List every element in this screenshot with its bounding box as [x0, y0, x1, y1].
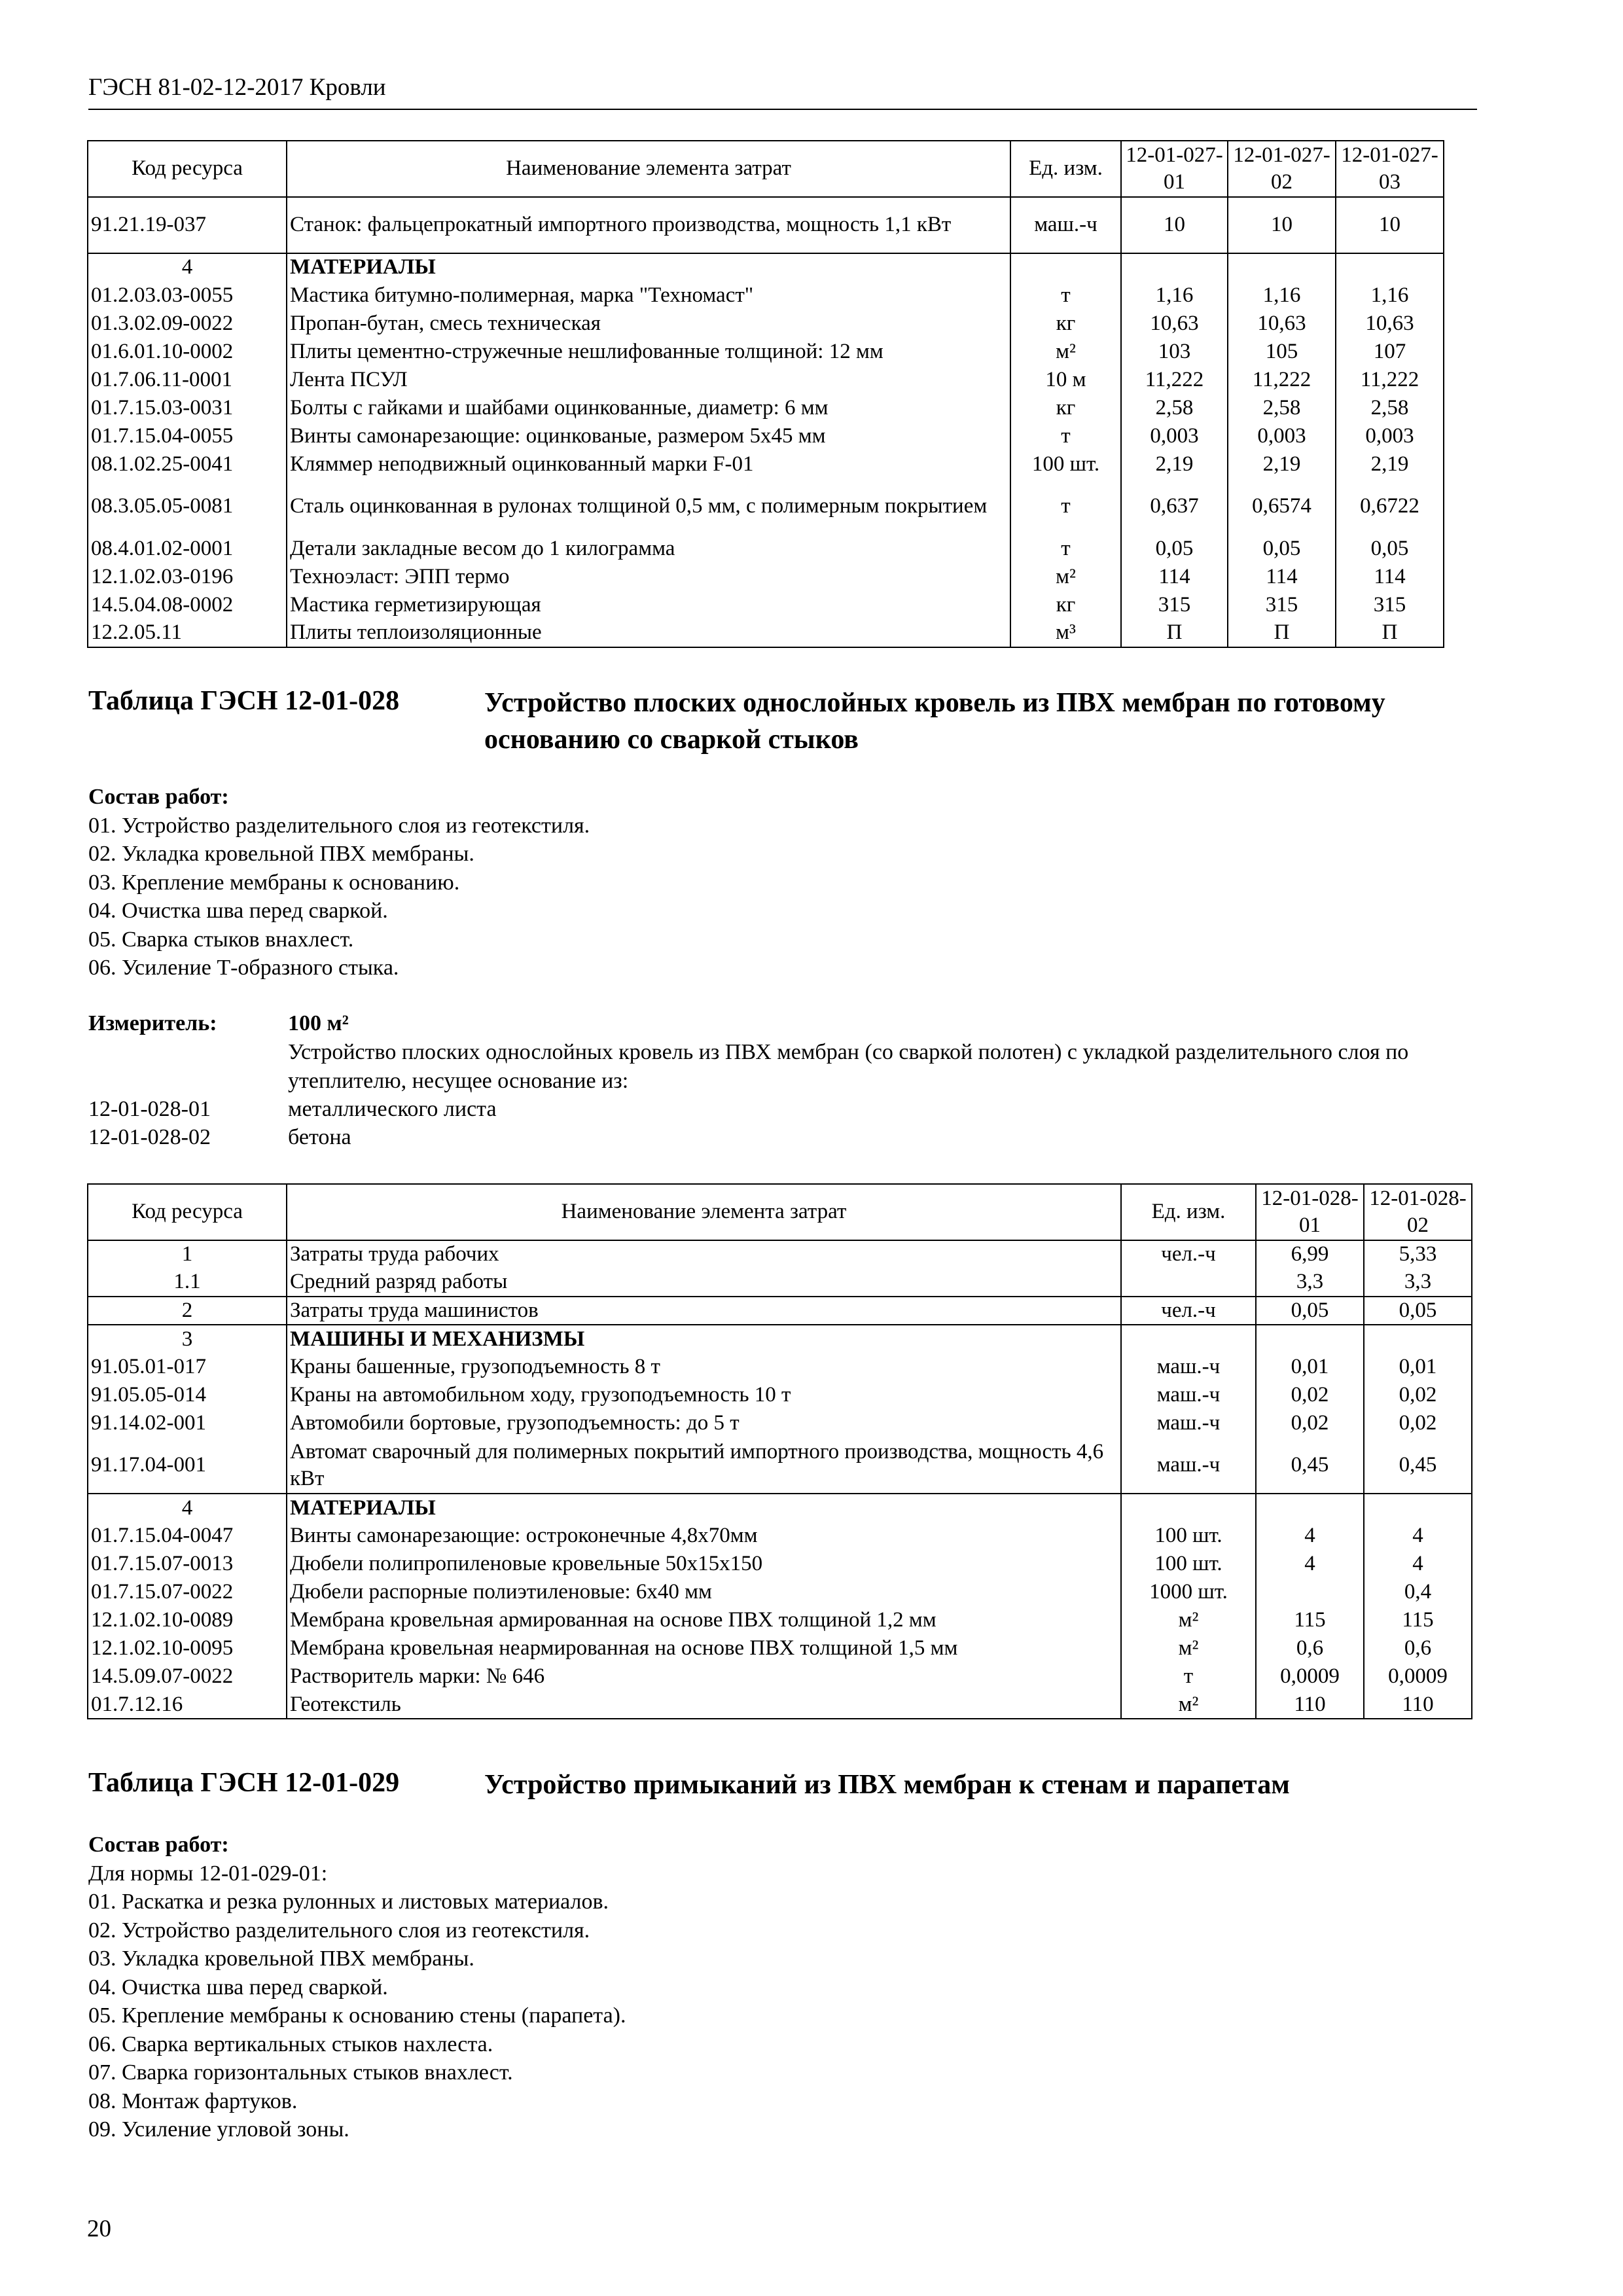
cell-name: Краны на автомобильном ходу, грузоподъемность 10 т — [287, 1381, 1121, 1409]
cell-value: 110 — [1256, 1691, 1364, 1719]
cell-value: П — [1336, 619, 1444, 647]
cell-unit: 100 шт. — [1121, 1522, 1256, 1550]
table-label-028: Таблица ГЭСН 12-01-028 — [88, 686, 400, 716]
table-label-029: Таблица ГЭСН 12-01-029 — [88, 1768, 400, 1798]
table-title-028: Устройство плоских однослойных кровель из ПВХ мембран по готовому основанию со сваркой стыков — [484, 688, 1385, 755]
cell-value: 10 — [1228, 197, 1336, 253]
table-row — [88, 1662, 1472, 1691]
table-row — [88, 450, 1444, 478]
cell-value: 2,19 — [1228, 450, 1336, 478]
cell-name: Автомобили бортовые, грузоподъемность: до 5 т — [287, 1409, 1121, 1437]
table-row — [88, 619, 1444, 647]
cell-value: 103 — [1121, 338, 1228, 366]
col-header-code: Код ресурса — [88, 141, 287, 197]
table-body — [88, 197, 1444, 647]
cell-code: 01.7.15.07-0013 — [88, 1550, 287, 1578]
cell-value: 0,0009 — [1256, 1662, 1364, 1691]
cell-code: 12.1.02.10-0089 — [88, 1606, 287, 1634]
table-row — [88, 310, 1444, 338]
cell-value: 0,45 — [1256, 1437, 1364, 1494]
table-row — [88, 1268, 1472, 1297]
cell-value: 2,58 — [1121, 394, 1228, 422]
col-header-name: Наименование элемента затрат — [287, 141, 1010, 197]
cell-value: 0,02 — [1256, 1409, 1364, 1437]
list-item: 08. Монтаж фартуков. — [88, 2089, 298, 2113]
cell-code: 08.3.05.05-0081 — [88, 478, 287, 535]
cell-code: 01.6.01.10-0002 — [88, 338, 287, 366]
cell-value: 4 — [1256, 1522, 1364, 1550]
cell-value — [1364, 1325, 1472, 1353]
cell-value: 0,05 — [1364, 1297, 1472, 1325]
cell-unit: т — [1010, 422, 1121, 450]
cell-code: 91.21.19-037 — [88, 197, 287, 253]
cell-value: 10 — [1121, 197, 1228, 253]
cell-value: 0,6 — [1256, 1634, 1364, 1662]
cell-name: Техноэласт: ЭПП термо — [287, 563, 1010, 591]
cell-name: Мастика герметизирующая — [287, 591, 1010, 619]
cell-value — [1256, 1494, 1364, 1522]
cell-name: Пропан-бутан, смесь техническая — [287, 310, 1010, 338]
cell-unit: м² — [1121, 1606, 1256, 1634]
list-item: 01. Раскатка и резка рулонных и листовых материалов. — [88, 1890, 609, 1914]
table-row — [88, 1297, 1472, 1325]
cell-code: 1 — [88, 1240, 287, 1268]
cell-value: 115 — [1256, 1606, 1364, 1634]
cell-value: 110 — [1364, 1691, 1472, 1719]
cell-name: МАТЕРИАЛЫ — [287, 253, 1010, 281]
cell-value: 0,4 — [1364, 1578, 1472, 1606]
cell-name: Мембрана кровельная неармированная на основе ПВХ толщиной 1,5 мм — [287, 1634, 1121, 1662]
cell-code: 91.14.02-001 — [88, 1409, 287, 1437]
col-header-code: Код ресурса — [88, 1184, 287, 1240]
cell-code: 08.4.01.02-0001 — [88, 535, 287, 563]
cell-value: 10 — [1336, 197, 1444, 253]
table-row — [88, 281, 1444, 310]
cell-value: 0,01 — [1364, 1353, 1472, 1381]
table-row — [88, 338, 1444, 366]
table-row — [88, 1522, 1472, 1550]
cell-value: 0,45 — [1364, 1437, 1472, 1494]
cell-code: 01.7.15.03-0031 — [88, 394, 287, 422]
table-row — [88, 535, 1444, 563]
cell-value: 1,16 — [1228, 281, 1336, 310]
cell-value: 11,222 — [1121, 366, 1228, 394]
cell-value: 0,637 — [1121, 478, 1228, 535]
table-body — [88, 1240, 1472, 1719]
cell-value: П — [1121, 619, 1228, 647]
table-row — [88, 1691, 1472, 1719]
cell-value: 2,58 — [1228, 394, 1336, 422]
table-row — [88, 394, 1444, 422]
cell-value: 0,6 — [1364, 1634, 1472, 1662]
cell-value: 107 — [1336, 338, 1444, 366]
cell-value: 105 — [1228, 338, 1336, 366]
cell-value: 10,63 — [1121, 310, 1228, 338]
variant-text: бетона — [288, 1125, 351, 1149]
cell-value: 3,3 — [1364, 1268, 1472, 1297]
cell-unit: 10 м — [1010, 366, 1121, 394]
cell-value: 2,58 — [1336, 394, 1444, 422]
col-header-unit: Ед. изм. — [1010, 141, 1121, 197]
table-row — [88, 366, 1444, 394]
cell-value: 0,05 — [1336, 535, 1444, 563]
cell-value: 0,02 — [1256, 1381, 1364, 1409]
cell-value: 0,01 — [1256, 1353, 1364, 1381]
cell-name: Лента ПСУЛ — [287, 366, 1010, 394]
cell-unit: т — [1010, 478, 1121, 535]
table-header-row — [88, 141, 1444, 197]
cell-code: 12.1.02.03-0196 — [88, 563, 287, 591]
cell-unit — [1121, 1494, 1256, 1522]
col-header-norm: 12-01-028-01 — [1256, 1184, 1364, 1240]
cell-value: 0,05 — [1228, 535, 1336, 563]
list-item: 09. Усиление угловой зоны. — [88, 2117, 349, 2142]
table-row — [88, 563, 1444, 591]
cell-value: 0,003 — [1336, 422, 1444, 450]
cell-code: 91.05.01-017 — [88, 1353, 287, 1381]
cell-value: 0,02 — [1364, 1409, 1472, 1437]
meter-value: 100 м² — [288, 1011, 349, 1035]
list-item: 02. Укладка кровельной ПВХ мембраны. — [88, 842, 474, 866]
cell-code: 91.17.04-001 — [88, 1437, 287, 1494]
cell-name: Автомат сварочный для полимерных покрытий импортного производства, мощность 4,6 кВт — [287, 1437, 1121, 1494]
table-row — [88, 253, 1444, 281]
cell-value: П — [1228, 619, 1336, 647]
list-item: 05. Сварка стыков внахлест. — [88, 927, 354, 952]
meter-description: Устройство плоских однослойных кровель из ПВХ мембран (со сваркой полотен) с укладкой разделительного слоя по утеплителю, несущее основание из: — [288, 1040, 1409, 1093]
variant-text: металлического листа — [288, 1097, 497, 1121]
cell-name: Мембрана кровельная армированная на основе ПВХ толщиной 1,2 мм — [287, 1606, 1121, 1634]
cell-code: 01.3.02.09-0022 — [88, 310, 287, 338]
cell-name: Затраты труда машинистов — [287, 1297, 1121, 1325]
cell-value: 5,33 — [1364, 1240, 1472, 1268]
list-item: 05. Крепление мембраны к основанию стены (парапета). — [88, 2003, 626, 2028]
cell-unit: м² — [1121, 1634, 1256, 1662]
cell-code: 01.7.12.16 — [88, 1691, 287, 1719]
cell-unit: м² — [1010, 338, 1121, 366]
page-number: 20 — [87, 2215, 111, 2242]
works-composition-028 — [88, 783, 590, 982]
works-heading: Состав работ: — [88, 1833, 229, 1857]
list-item: 04. Очистка шва перед сваркой. — [88, 1975, 388, 2000]
cell-value: 10,63 — [1336, 310, 1444, 338]
list-item: 04. Очистка шва перед сваркой. — [88, 899, 388, 923]
cell-name: Винты самонарезающие: оцинкованые, размером 5х45 мм — [287, 422, 1010, 450]
cell-value: 2,19 — [1336, 450, 1444, 478]
cell-name: Винты самонарезающие: остроконечные 4,8х70мм — [287, 1522, 1121, 1550]
cell-unit: 100 шт. — [1010, 450, 1121, 478]
cell-unit: чел.-ч — [1121, 1297, 1256, 1325]
cell-code: 4 — [88, 253, 287, 281]
cell-value — [1256, 1325, 1364, 1353]
cell-value: 315 — [1228, 591, 1336, 619]
cell-value: 0,02 — [1364, 1381, 1472, 1409]
cell-value: 1,16 — [1336, 281, 1444, 310]
table-title-029: Устройство примыканий из ПВХ мембран к стенам и парапетам — [484, 1770, 1290, 1800]
running-header: ГЭСН 81-02-12-2017 Кровли — [88, 74, 386, 101]
cell-code: 12.2.05.11 — [88, 619, 287, 647]
works-intro: Для нормы 12-01-029-01: — [88, 1861, 328, 1886]
cell-value: 0,05 — [1256, 1297, 1364, 1325]
table-row — [88, 1240, 1472, 1268]
cell-unit: т — [1010, 535, 1121, 563]
cell-unit: маш.-ч — [1121, 1381, 1256, 1409]
list-item: 07. Сварка горизонтальных стыков внахлест. — [88, 2060, 513, 2085]
cell-unit — [1010, 253, 1121, 281]
list-item: 01. Устройство разделительного слоя из геотекстиля. — [88, 813, 590, 838]
cell-unit: 100 шт. — [1121, 1550, 1256, 1578]
table-header-row — [88, 1184, 1472, 1240]
cell-value: 114 — [1228, 563, 1336, 591]
cell-unit — [1121, 1268, 1256, 1297]
cell-value: 315 — [1336, 591, 1444, 619]
cell-name: Плиты теплоизоляционные — [287, 619, 1010, 647]
table-row — [88, 1634, 1472, 1662]
cell-value: 4 — [1364, 1550, 1472, 1578]
cell-value — [1364, 1494, 1472, 1522]
table-row — [88, 591, 1444, 619]
cell-unit: маш.-ч — [1010, 197, 1121, 253]
cell-name: Сталь оцинкованная в рулонах толщиной 0,5 мм, с полимерным покрытием — [287, 478, 1010, 535]
cell-name: Дюбели полипропиленовые кровельные 50х15х150 — [287, 1550, 1121, 1578]
cell-value: 0,6574 — [1228, 478, 1336, 535]
table-row — [88, 197, 1444, 253]
table-row — [88, 1606, 1472, 1634]
cell-name: Геотекстиль — [287, 1691, 1121, 1719]
cell-value: 2,19 — [1121, 450, 1228, 478]
cell-value: 10,63 — [1228, 310, 1336, 338]
cell-code: 01.7.06.11-0001 — [88, 366, 287, 394]
list-item: 03. Укладка кровельной ПВХ мембраны. — [88, 1946, 474, 1971]
cell-name: Болты с гайками и шайбами оцинкованные, диаметр: 6 мм — [287, 394, 1010, 422]
cell-name: Растворитель марки: № 646 — [287, 1662, 1121, 1691]
meter-label: Измеритель: — [88, 1011, 217, 1035]
resource-table-027 — [87, 140, 1444, 648]
cell-unit: м² — [1121, 1691, 1256, 1719]
cell-code: 01.7.15.04-0047 — [88, 1522, 287, 1550]
cell-value: 114 — [1121, 563, 1228, 591]
cell-unit: т — [1010, 281, 1121, 310]
table-row — [88, 422, 1444, 450]
cell-code: 08.1.02.25-0041 — [88, 450, 287, 478]
cell-unit: м³ — [1010, 619, 1121, 647]
cell-unit: м² — [1010, 563, 1121, 591]
cell-unit: маш.-ч — [1121, 1353, 1256, 1381]
cell-name: Дюбели распорные полиэтиленовые: 6х40 мм — [287, 1578, 1121, 1606]
list-item: 02. Устройство разделительного слоя из геотекстиля. — [88, 1918, 590, 1943]
cell-value — [1336, 253, 1444, 281]
table-row — [88, 1494, 1472, 1522]
list-item: 06. Сварка вертикальных стыков нахлеста. — [88, 2032, 493, 2056]
list-item: 06. Усиление Т-образного стыка. — [88, 956, 399, 980]
cell-name: МАТЕРИАЛЫ — [287, 1494, 1121, 1522]
table-row — [88, 1578, 1472, 1606]
cell-code: 14.5.04.08-0002 — [88, 591, 287, 619]
cell-unit: кг — [1010, 591, 1121, 619]
cell-unit: маш.-ч — [1121, 1437, 1256, 1494]
cell-value — [1256, 1578, 1364, 1606]
cell-value: 4 — [1256, 1550, 1364, 1578]
cell-code: 01.7.15.04-0055 — [88, 422, 287, 450]
cell-code: 4 — [88, 1494, 287, 1522]
table-row — [88, 478, 1444, 535]
cell-value: 315 — [1121, 591, 1228, 619]
table-row — [88, 1325, 1472, 1353]
cell-unit: кг — [1010, 310, 1121, 338]
cell-value — [1121, 253, 1228, 281]
table-row — [88, 1381, 1472, 1409]
cell-unit: 1000 шт. — [1121, 1578, 1256, 1606]
cell-name: Детали закладные весом до 1 килограмма — [287, 535, 1010, 563]
table-row — [88, 1550, 1472, 1578]
cell-value: 11,222 — [1228, 366, 1336, 394]
works-heading: Состав работ: — [88, 785, 229, 809]
cell-unit: чел.-ч — [1121, 1240, 1256, 1268]
table-row — [88, 1437, 1472, 1494]
cell-value: 115 — [1364, 1606, 1472, 1634]
cell-value: 0,05 — [1121, 535, 1228, 563]
cell-unit: т — [1121, 1662, 1256, 1691]
cell-code: 1.1 — [88, 1268, 287, 1297]
cell-unit: маш.-ч — [1121, 1409, 1256, 1437]
resource-table-028 — [87, 1183, 1472, 1719]
table-row — [88, 1409, 1472, 1437]
col-header-norm: 12-01-027-02 — [1228, 141, 1336, 197]
cell-name: Станок: фальцепрокатный импортного производства, мощность 1,1 кВт — [287, 197, 1010, 253]
col-header-norm: 12-01-028-02 — [1364, 1184, 1472, 1240]
cell-unit: кг — [1010, 394, 1121, 422]
cell-value: 0,0009 — [1364, 1662, 1472, 1691]
col-header-name: Наименование элемента затрат — [287, 1184, 1121, 1240]
cell-code: 3 — [88, 1325, 287, 1353]
variant-code: 12-01-028-02 — [88, 1125, 211, 1149]
header-rule — [88, 109, 1477, 110]
cell-code: 2 — [88, 1297, 287, 1325]
cell-value: 4 — [1364, 1522, 1472, 1550]
cell-name: МАШИНЫ И МЕХАНИЗМЫ — [287, 1325, 1121, 1353]
cell-name: Краны башенные, грузоподъемность 8 т — [287, 1353, 1121, 1381]
cell-value: 114 — [1336, 563, 1444, 591]
table-row — [88, 1353, 1472, 1381]
cell-value: 0,6722 — [1336, 478, 1444, 535]
col-header-norm: 12-01-027-03 — [1336, 141, 1444, 197]
cell-name: Средний разряд работы — [287, 1268, 1121, 1297]
cell-value: 1,16 — [1121, 281, 1228, 310]
cell-code: 01.7.15.07-0022 — [88, 1578, 287, 1606]
cell-name: Плиты цементно-стружечные нешлифованные толщиной: 12 мм — [287, 338, 1010, 366]
list-item: 03. Крепление мембраны к основанию. — [88, 870, 460, 895]
cell-code: 14.5.09.07-0022 — [88, 1662, 287, 1691]
cell-unit — [1121, 1325, 1256, 1353]
works-composition-029 — [88, 1831, 626, 2144]
cell-value: 6,99 — [1256, 1240, 1364, 1268]
cell-code: 01.2.03.03-0055 — [88, 281, 287, 310]
cell-value — [1228, 253, 1336, 281]
variant-code: 12-01-028-01 — [88, 1097, 211, 1121]
cell-value: 3,3 — [1256, 1268, 1364, 1297]
cell-name: Затраты труда рабочих — [287, 1240, 1121, 1268]
cell-value: 0,003 — [1228, 422, 1336, 450]
cell-code: 91.05.05-014 — [88, 1381, 287, 1409]
cell-code: 12.1.02.10-0095 — [88, 1634, 287, 1662]
cell-value: 11,222 — [1336, 366, 1444, 394]
col-header-norm: 12-01-027-01 — [1121, 141, 1228, 197]
col-header-unit: Ед. изм. — [1121, 1184, 1256, 1240]
cell-value: 0,003 — [1121, 422, 1228, 450]
cell-name: Мастика битумно-полимерная, марка "Техномаст" — [287, 281, 1010, 310]
cell-name: Кляммер неподвижный оцинкованный марки F-01 — [287, 450, 1010, 478]
